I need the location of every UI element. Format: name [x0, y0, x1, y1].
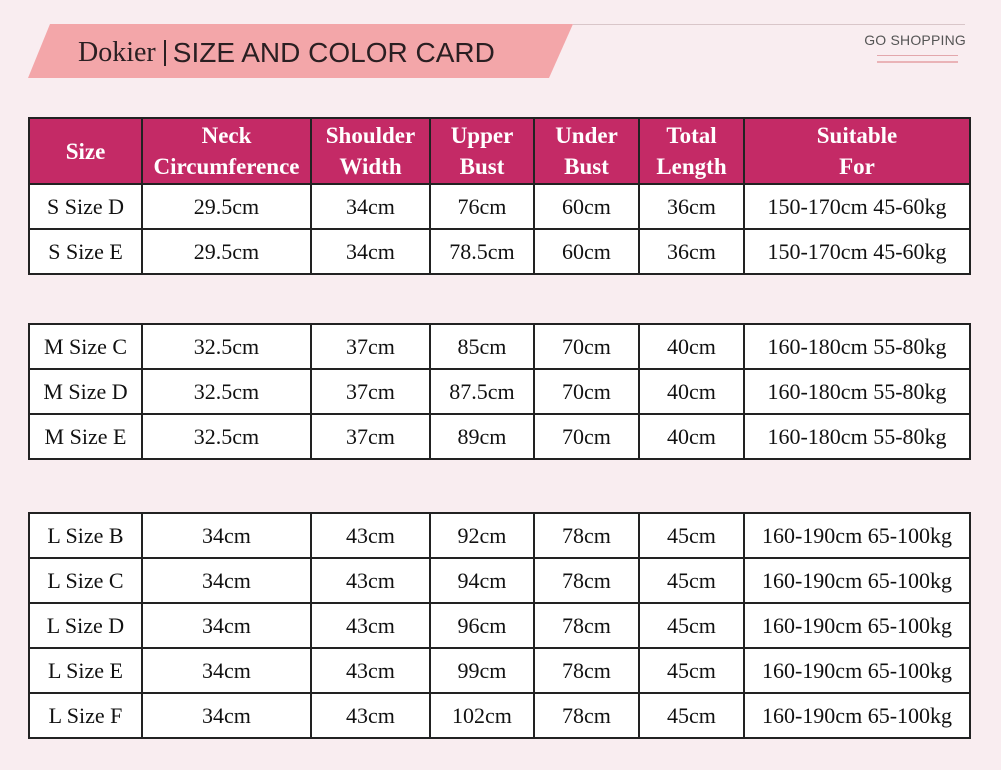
cell-total-length: 40cm: [639, 414, 744, 459]
table-row: [29, 229, 970, 274]
table-row: [29, 558, 970, 603]
cell-neck-circumference: 32.5cm: [142, 414, 311, 459]
cell-suitable-for: 160-180cm 55-80kg: [744, 324, 970, 369]
cell-total-length: 45cm: [639, 558, 744, 603]
cell-upper-bust: 99cm: [430, 648, 534, 693]
cell-neck-circumference: 29.5cm: [142, 229, 311, 274]
cell-size: L Size F: [29, 693, 142, 738]
size-table-s: [28, 117, 971, 275]
cell-under-bust: 78cm: [534, 648, 639, 693]
cell-under-bust: 70cm: [534, 324, 639, 369]
cell-under-bust: 78cm: [534, 558, 639, 603]
cell-upper-bust: 78.5cm: [430, 229, 534, 274]
cell-shoulder-width: 34cm: [311, 229, 430, 274]
header-rule: [573, 24, 965, 25]
cell-size: L Size C: [29, 558, 142, 603]
cell-suitable-for: 160-190cm 65-100kg: [744, 603, 970, 648]
table-header-row: [29, 118, 970, 184]
header-label: Upper: [450, 123, 514, 148]
cell-under-bust: 78cm: [534, 513, 639, 558]
cell-shoulder-width: 37cm: [311, 414, 430, 459]
cell-shoulder-width: 34cm: [311, 184, 430, 229]
cell-shoulder-width: 37cm: [311, 324, 430, 369]
cell-shoulder-width: 43cm: [311, 693, 430, 738]
card-title: SIZE AND COLOR CARD: [172, 37, 495, 68]
cell-total-length: 36cm: [639, 229, 744, 274]
header-total-length: [639, 118, 744, 184]
cell-suitable-for: 160-190cm 65-100kg: [744, 693, 970, 738]
cell-suitable-for: 150-170cm 45-60kg: [744, 184, 970, 229]
table-row: [29, 648, 970, 693]
header-neck-circumference: [142, 118, 311, 184]
cell-suitable-for: 160-190cm 65-100kg: [744, 648, 970, 693]
header-shoulder-width: [311, 118, 430, 184]
table-row: [29, 603, 970, 648]
header-label: Suitable: [816, 123, 898, 148]
cell-suitable-for: 160-180cm 55-80kg: [744, 414, 970, 459]
header-label: Total: [666, 123, 717, 148]
cell-upper-bust: 94cm: [430, 558, 534, 603]
cell-neck-circumference: 34cm: [142, 558, 311, 603]
cell-suitable-for: 160-190cm 65-100kg: [744, 513, 970, 558]
banner-title: [78, 35, 495, 71]
cell-upper-bust: 85cm: [430, 324, 534, 369]
header-label: Circumference: [153, 154, 300, 179]
cell-upper-bust: 96cm: [430, 603, 534, 648]
brand-name: Dokier: [78, 37, 156, 68]
table-row: [29, 414, 970, 459]
cell-total-length: 36cm: [639, 184, 744, 229]
cell-upper-bust: 102cm: [430, 693, 534, 738]
cell-shoulder-width: 37cm: [311, 369, 430, 414]
header-label: For: [839, 154, 875, 179]
size-table-l: [28, 512, 971, 739]
cell-size: M Size D: [29, 369, 142, 414]
header-label: Width: [339, 154, 402, 179]
cell-total-length: 45cm: [639, 513, 744, 558]
table-row: [29, 324, 970, 369]
cell-suitable-for: 150-170cm 45-60kg: [744, 229, 970, 274]
cell-total-length: 45cm: [639, 603, 744, 648]
cell-under-bust: 60cm: [534, 229, 639, 274]
cell-neck-circumference: 29.5cm: [142, 184, 311, 229]
cell-shoulder-width: 43cm: [311, 558, 430, 603]
cell-total-length: 40cm: [639, 369, 744, 414]
cell-upper-bust: 76cm: [430, 184, 534, 229]
cell-under-bust: 60cm: [534, 184, 639, 229]
cell-neck-circumference: 34cm: [142, 513, 311, 558]
cell-under-bust: 78cm: [534, 693, 639, 738]
cell-shoulder-width: 43cm: [311, 648, 430, 693]
cell-size: S Size D: [29, 184, 142, 229]
header-label: Bust: [459, 154, 505, 179]
cell-neck-circumference: 32.5cm: [142, 369, 311, 414]
size-table-m: [28, 323, 971, 460]
cell-total-length: 45cm: [639, 648, 744, 693]
header-upper-bust: [430, 118, 534, 184]
header-under-bust: [534, 118, 639, 184]
cell-upper-bust: 89cm: [430, 414, 534, 459]
cell-size: L Size E: [29, 648, 142, 693]
cell-suitable-for: 160-190cm 65-100kg: [744, 558, 970, 603]
cell-size: M Size C: [29, 324, 142, 369]
header-label: Under: [555, 123, 618, 148]
cell-under-bust: 70cm: [534, 369, 639, 414]
cell-total-length: 45cm: [639, 693, 744, 738]
header-label: Length: [656, 154, 727, 179]
header-label: Neck: [201, 123, 252, 148]
go-shopping-link[interactable]: GO SHOPPING: [864, 32, 966, 48]
header-suitable-for: [744, 118, 970, 184]
cell-upper-bust: 92cm: [430, 513, 534, 558]
cell-size: L Size B: [29, 513, 142, 558]
header-label: Shoulder: [325, 123, 416, 148]
header-label: Size: [65, 138, 106, 164]
cell-size: L Size D: [29, 603, 142, 648]
cell-neck-circumference: 34cm: [142, 648, 311, 693]
cell-shoulder-width: 43cm: [311, 603, 430, 648]
cell-neck-circumference: 34cm: [142, 603, 311, 648]
shop-underline: [877, 55, 958, 56]
table-row: [29, 513, 970, 558]
table-row: [29, 369, 970, 414]
cell-under-bust: 70cm: [534, 414, 639, 459]
cell-neck-circumference: 32.5cm: [142, 324, 311, 369]
cell-size: S Size E: [29, 229, 142, 274]
cell-neck-circumference: 34cm: [142, 693, 311, 738]
shop-underline-accent: [877, 61, 958, 63]
cell-under-bust: 78cm: [534, 603, 639, 648]
cell-upper-bust: 87.5cm: [430, 369, 534, 414]
table-row: [29, 693, 970, 738]
cell-suitable-for: 160-180cm 55-80kg: [744, 369, 970, 414]
header-size: [29, 118, 142, 184]
cell-shoulder-width: 43cm: [311, 513, 430, 558]
table-row: [29, 184, 970, 229]
cell-size: M Size E: [29, 414, 142, 459]
title-divider: [164, 40, 166, 66]
header-label: Bust: [564, 154, 609, 179]
cell-total-length: 40cm: [639, 324, 744, 369]
